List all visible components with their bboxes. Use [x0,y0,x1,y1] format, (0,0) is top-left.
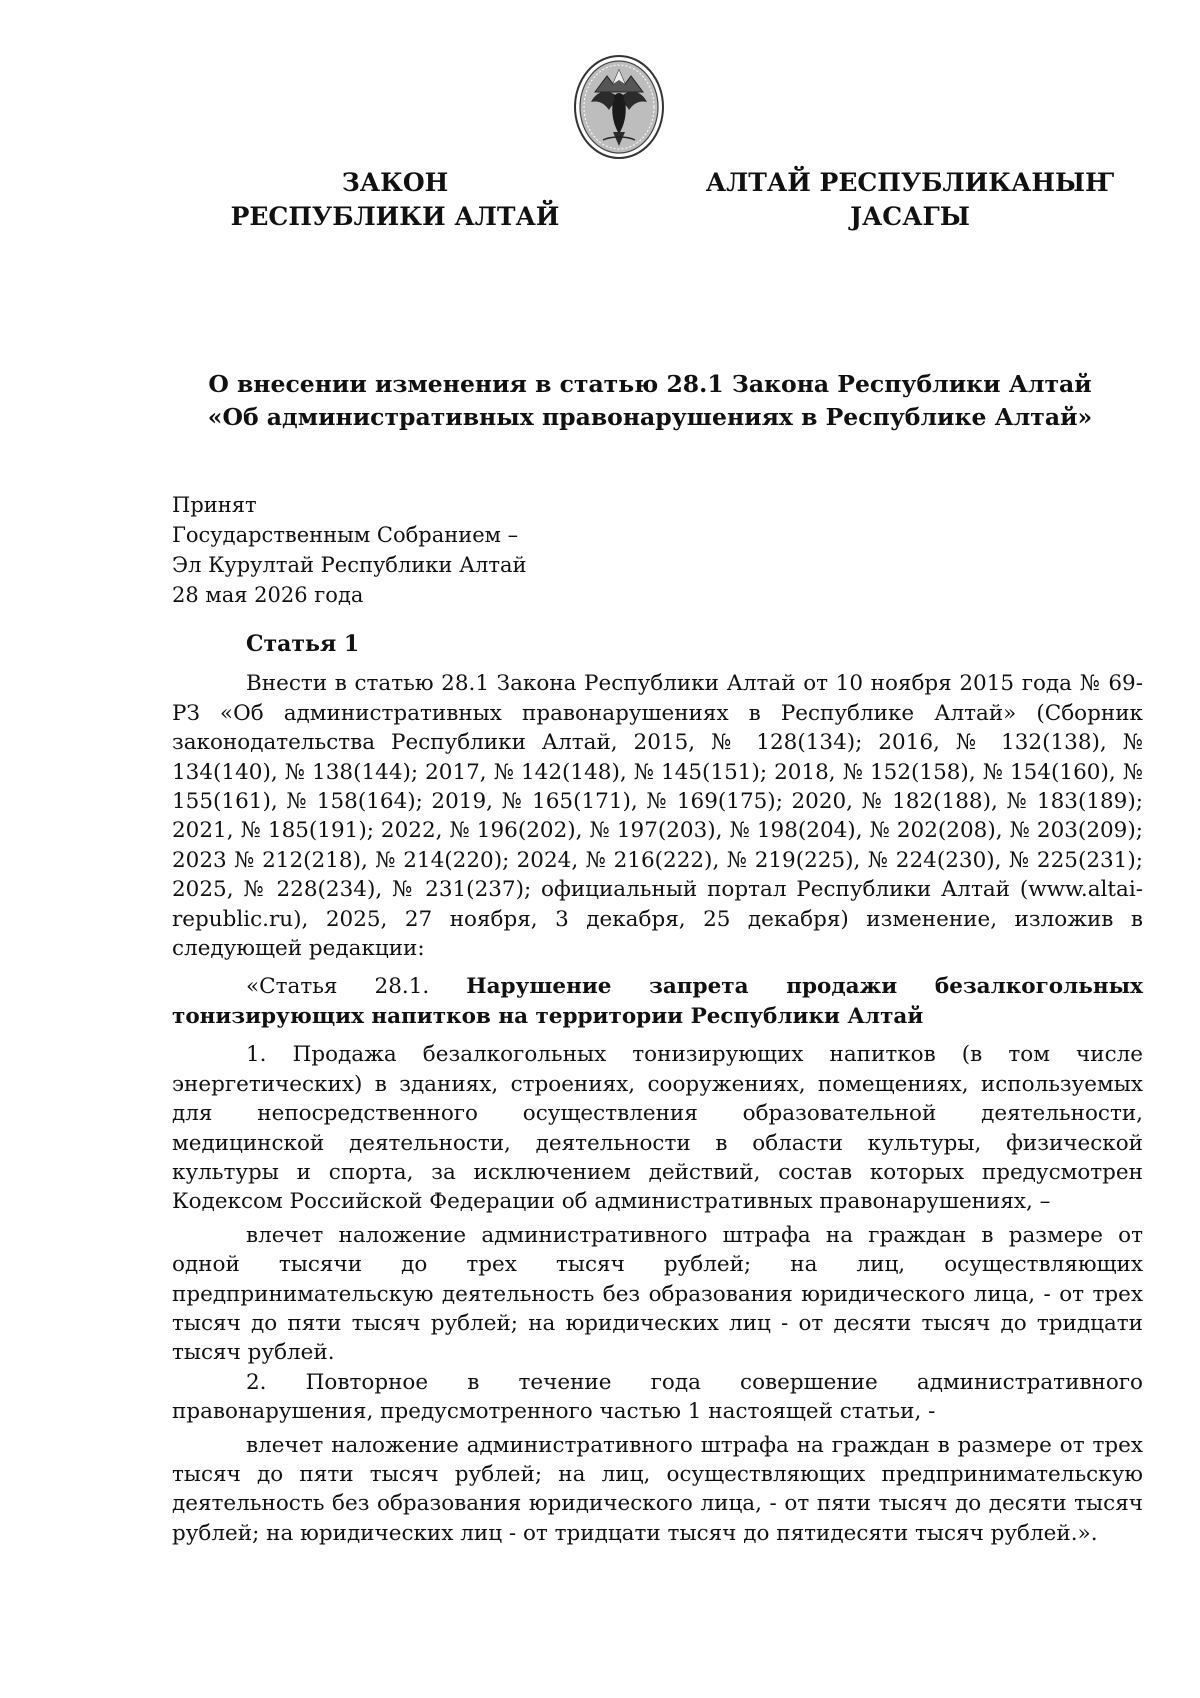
part-1-penalty: влечет наложение административного штрафа на граждан в размере от одной тысячи до трех тысяч рублей; на лиц, осуществляющих предпринимательскую деятельность без образования юридического лица, - от трех тысяч до пяти тысяч рублей; на юридических лиц - от десяти тысяч до тридцати тысяч рублей. [172,1222,1143,1366]
adopted-line1: Принят [172,493,257,517]
law-body [172,630,1143,1548]
part-2-text: 2. Повторное в течение года совершение административного правонарушения, предусмотренного частью 1 настоящей статьи, - [172,1369,1143,1425]
law-title-line2: «Об административных правонарушениях в Республике Алтай» [207,403,1093,431]
law-title [172,368,1128,434]
part-2-penalty: влечет наложение административного штрафа на граждан в размере от трех тысяч до пяти тысяч рублей; на лиц, осуществляющих предпринимательскую деятельность без образования юридического лица, - от пяти тысяч до десяти тысяч рублей; на юридических лиц - от тридцати тысяч до пятидесяти тысяч рублей.». [172,1432,1143,1546]
article-1-intro: Внести в статью 28.1 Закона Республики Алтай от 10 ноября 2015 года № 69-РЗ «Об административных правонарушениях в Республике Алтай» (Сборник законодательства Республики Алтай, 2015, № 128(134); 2016, № 132(138), № 134(140), № 138(144); 2017, № 142(148), № 145(151); 2018, № 152(158), № 154(160), № 155(161), № 158(164); 2019, № 165(171), № 169(175); 2020, № 182(188), № 183(189); 2021, № 185(191); 2022, № 196(202), № 197(203), № 198(204), № 202(208), № 203(209); 2023 № 212(218), № 214(220); 2024, № 216(222), № 219(225), № 224(230), № 225(231); 2025, № 228(234), № 231(237); официальный портал Республики Алтай (www.altai-republic.ru), 2025, 27 ноября, 3 декабря, 25 декабря) изменение, изложив в следующей редакции: [172,671,1143,962]
law-title-line1: О внесении изменения в статью 28.1 Закона Республики Алтай [208,370,1092,398]
part-1-text: 1. Продажа безалкогольных тонизирующих напитков (в том числе энергетических) в зданиях, строениях, сооружениях, помещениях, используемых для непосредственного осуществления образовательной деятельности, медицинской деятельности, деятельности в области культуры, физической культуры и спорта, за исключением действий, состав которых предусмотрен Кодексом Российской Федерации об административных правонарушениях, – [172,1042,1143,1215]
new-article-title: Нарушение запрета продажи безалкогольных тонизирующих напитков на территории Республики Алтай [172,974,1143,1029]
header-right-line1: АЛТАЙ РЕСПУБЛИКАНЫҤ [705,168,1115,197]
adopted-line3: Эл Курултай Республики Алтай [172,553,527,577]
law-header-russian [205,166,585,234]
adopted-line2: Государственным Собранием – [172,523,519,547]
adopted-date: 28 мая 2026 года [172,583,364,607]
header-left-line2: РЕСПУБЛИКИ АЛТАЙ [230,202,560,231]
adoption-block [172,490,526,610]
header-left-line1: ЗАКОН [341,168,449,197]
article-1-heading: Статья 1 [246,631,360,657]
header-right-line2: ЈАСАГЫ [850,202,970,231]
coat-of-arms-icon [573,54,665,160]
law-header-altai [705,166,1115,234]
new-article-prefix: «Статья 28.1. [246,974,467,1000]
new-article-heading [172,972,1143,1031]
